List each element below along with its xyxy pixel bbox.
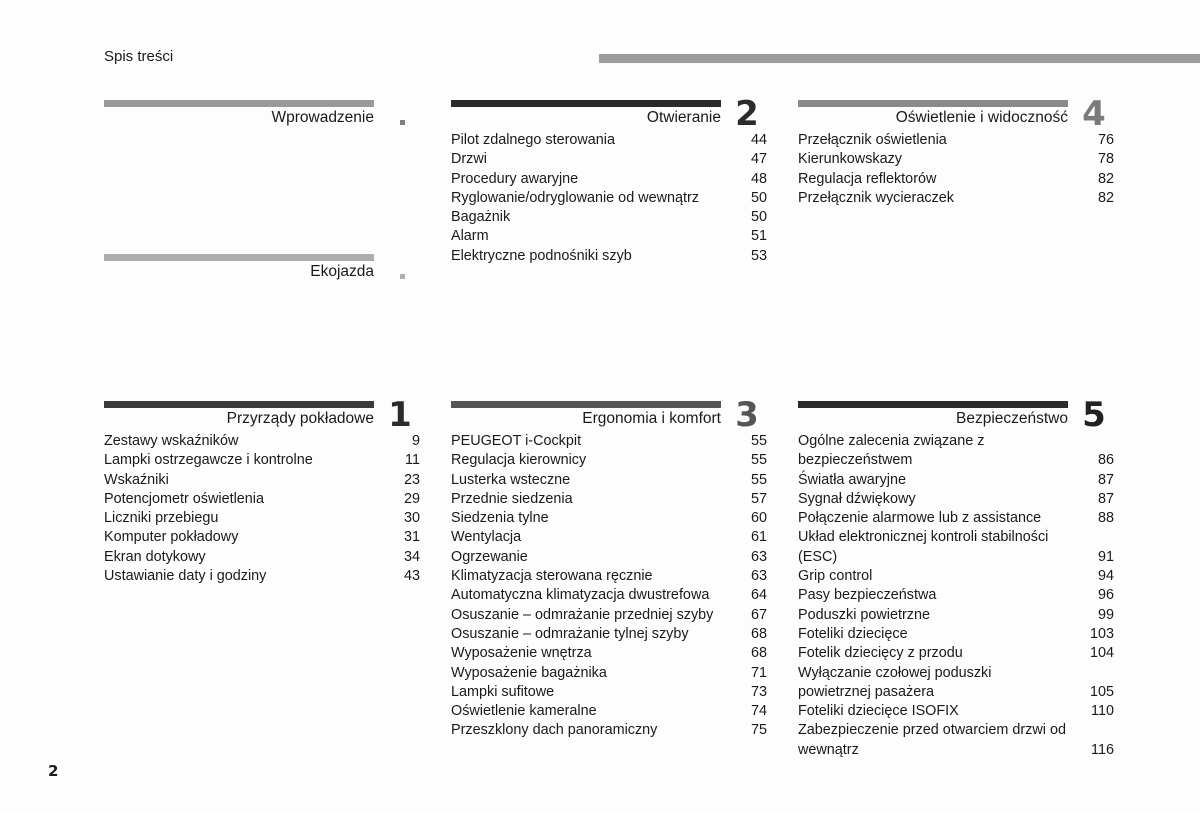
section-title[interactable]: Oświetlenie i widoczność	[895, 109, 1068, 126]
toc-entry-page: 63	[750, 568, 767, 585]
toc-entry-label: Procedury awaryjne	[451, 170, 579, 187]
toc-entry[interactable]	[451, 208, 767, 227]
toc-entry[interactable]	[104, 451, 420, 470]
toc-entry[interactable]	[451, 721, 767, 740]
toc-entry-page: 87	[1097, 471, 1114, 488]
toc-entry-label: Potencjometr oświetlenia	[104, 490, 264, 507]
section-title[interactable]: Ekojazda	[310, 263, 374, 280]
toc-entry[interactable]	[798, 644, 1114, 663]
toc-entry-page: 87	[1097, 490, 1114, 507]
toc-entry-page: 99	[1097, 606, 1114, 623]
section-marker	[400, 274, 405, 279]
toc-entry-label: Klimatyzacja sterowana ręcznie	[451, 568, 653, 585]
toc-entry-label: Ryglowanie/odryglowanie od wewnątrz	[451, 189, 699, 206]
section-title[interactable]: Ergonomia i komfort	[582, 410, 721, 427]
toc-entry-label: Liczniki przebiegu	[104, 510, 219, 527]
toc-entry[interactable]	[798, 606, 1114, 625]
toc-entry-page: 94	[1097, 568, 1114, 585]
section-4	[798, 94, 1114, 220]
toc-entry[interactable]	[451, 189, 767, 208]
toc-entry[interactable]	[451, 702, 767, 721]
toc-entry[interactable]	[451, 432, 767, 451]
toc-entry-page: 55	[750, 433, 767, 449]
toc-entry-label: Wskaźniki	[104, 471, 169, 488]
toc-entry-label: Siedzenia tylne	[451, 510, 549, 527]
toc-entry-label: Lampki ostrzegawcze i kontrolne	[104, 452, 313, 469]
toc-entry-label: Foteliki dziecięce ISOFIX	[798, 703, 959, 720]
toc-entry-label: Oświetlenie kameralne	[451, 703, 597, 720]
toc-entry-page: 67	[750, 606, 767, 623]
toc-entry[interactable]	[451, 567, 767, 586]
toc-entry-page: 48	[750, 170, 767, 187]
toc-entry[interactable]	[798, 586, 1114, 605]
toc-entry[interactable]	[104, 548, 420, 567]
toc-entry-label: PEUGEOT i-Cockpit	[451, 433, 582, 449]
section-bar	[451, 100, 721, 107]
section-title[interactable]: Bezpieczeństwo	[955, 410, 1068, 427]
toc-entry-page: 74	[750, 703, 767, 720]
toc-entry[interactable]	[451, 170, 767, 189]
toc-entry[interactable]	[104, 490, 420, 509]
toc-entry-page: 43	[403, 568, 420, 585]
toc-entry[interactable]	[798, 528, 1114, 567]
toc-entry[interactable]	[798, 131, 1114, 150]
toc-entry-label: Komputer pokładowy	[104, 529, 239, 546]
toc-entry[interactable]	[451, 606, 767, 625]
toc-entry-page: 104	[1089, 645, 1114, 662]
toc-entry[interactable]	[451, 451, 767, 470]
toc-entry-page: 71	[750, 664, 767, 681]
toc-entry[interactable]	[798, 189, 1114, 208]
toc-entry-page: 73	[750, 683, 767, 700]
toc-entry[interactable]	[451, 509, 767, 528]
toc-entry[interactable]	[798, 509, 1114, 528]
toc-entry[interactable]	[451, 490, 767, 509]
toc-list	[798, 432, 1114, 760]
toc-entry[interactable]	[451, 683, 767, 702]
section-bar	[798, 100, 1068, 107]
toc-entry[interactable]	[451, 664, 767, 683]
section-number: 1	[388, 395, 412, 435]
toc-entry-label: Regulacja reflektorów	[798, 170, 937, 187]
section-bar	[104, 100, 374, 107]
toc-list	[798, 131, 1114, 208]
toc-entry-label: Kierunkowskazy	[798, 151, 902, 168]
section-bar	[104, 401, 374, 408]
toc-entry-label: Drzwi	[451, 151, 487, 168]
toc-entry-label: Ogólne zalecenia związane z bezpieczeństwem	[798, 433, 985, 469]
toc-entry-page: 103	[1089, 625, 1114, 642]
toc-list	[451, 432, 767, 741]
toc-entry-page: 55	[750, 452, 767, 469]
section-number: 3	[735, 395, 759, 435]
toc-entry[interactable]	[798, 471, 1114, 490]
toc-entry-label: Wyposażenie wnętrza	[451, 645, 592, 662]
toc-entry-label: Światła awaryjne	[798, 471, 906, 488]
toc-entry[interactable]	[451, 131, 767, 150]
section-2	[451, 94, 767, 280]
toc-entry[interactable]	[798, 490, 1114, 509]
toc-entry-page: 11	[405, 452, 420, 469]
toc-entry-label: Poduszki powietrzne	[798, 606, 930, 623]
toc-entry-page: 91	[1097, 548, 1114, 565]
toc-entry[interactable]	[104, 528, 420, 547]
toc-entry-label: Przeszklony dach panoramiczny	[451, 722, 658, 739]
toc-entry[interactable]	[798, 432, 1114, 471]
toc-entry-label: Sygnał dźwiękowy	[798, 490, 916, 507]
toc-entry-page: 68	[750, 645, 767, 662]
section-number: 5	[1082, 395, 1106, 435]
toc-entry-page: 50	[750, 189, 767, 206]
section-ekojazda	[104, 254, 420, 294]
toc-entry[interactable]	[104, 509, 420, 528]
toc-entry-page: 44	[750, 132, 767, 148]
toc-entry-label: Układ elektronicznej kontroli stabilności (ESC)	[798, 529, 1049, 565]
toc-entry-label: Osuszanie – odmrażanie tylnej szyby	[451, 625, 689, 642]
toc-entry[interactable]	[104, 567, 420, 586]
toc-entry-page: 61	[750, 529, 767, 546]
toc-entry-label: Wyposażenie bagażnika	[451, 664, 607, 681]
toc-entry[interactable]	[798, 625, 1114, 644]
toc-entry-label: Zabezpieczenie przed otwarciem drzwi od wewnątrz	[798, 722, 1066, 758]
toc-entry-page: 64	[750, 587, 767, 604]
toc-entry-page: 30	[403, 510, 420, 527]
toc-entry[interactable]	[798, 721, 1114, 760]
toc-entry[interactable]	[451, 150, 767, 169]
toc-entry-page: 57	[750, 490, 767, 507]
section-bar	[451, 401, 721, 408]
toc-entry-label: Pilot zdalnego sterowania	[451, 132, 615, 148]
toc-entry-label: Elektryczne podnośniki szyb	[451, 247, 632, 264]
toc-entry-label: Foteliki dziecięce	[798, 625, 908, 642]
toc-entry-page: 9	[411, 433, 420, 449]
section-number: 4	[1082, 94, 1106, 134]
header-bar	[599, 54, 1200, 63]
toc-entry-label: Grip control	[798, 568, 873, 585]
toc-entry-page: 86	[1097, 452, 1114, 469]
section-title[interactable]: Otwieranie	[646, 109, 721, 126]
toc-entry[interactable]	[798, 170, 1114, 189]
toc-entry-page: 34	[403, 548, 420, 565]
toc-entry-page: 23	[403, 471, 420, 488]
toc-entry-page: 50	[750, 209, 767, 226]
toc-entry[interactable]	[798, 664, 1114, 703]
toc-entry-label: Przednie siedzenia	[451, 490, 573, 507]
toc-entry-label: Osuszanie – odmrażanie przedniej szyby	[451, 606, 714, 623]
toc-entry-label: Połączenie alarmowe lub z assistance	[798, 510, 1042, 527]
toc-entry-page: 47	[750, 151, 767, 168]
toc-entry-page: 96	[1097, 587, 1114, 604]
section-3	[451, 395, 767, 751]
section-bar	[104, 254, 374, 261]
toc-entry[interactable]	[451, 644, 767, 663]
toc-entry-page: 51	[750, 228, 767, 245]
toc-entry-page: 88	[1097, 510, 1114, 527]
toc-entry[interactable]	[451, 548, 767, 567]
section-5	[798, 395, 1114, 758]
toc-entry-page: 55	[750, 471, 767, 488]
toc-entry[interactable]	[798, 567, 1114, 586]
page-header-title: Spis treści	[104, 48, 174, 65]
toc-entry[interactable]	[798, 150, 1114, 169]
toc-entry-page: 63	[750, 548, 767, 565]
toc-entry-page: 82	[1097, 189, 1114, 206]
toc-entry[interactable]	[451, 528, 767, 547]
toc-entry-label: Alarm	[451, 228, 489, 245]
toc-entry-label: Fotelik dziecięcy z przodu	[798, 645, 963, 662]
toc-entry-page: 75	[750, 722, 767, 739]
toc-entry-page: 110	[1091, 703, 1114, 720]
toc-entry-label: Ekran dotykowy	[104, 548, 206, 565]
toc-entry[interactable]	[451, 247, 767, 266]
toc-entry-label: Przełącznik wycieraczek	[798, 189, 954, 206]
toc-entry-label: Regulacja kierownicy	[451, 452, 587, 469]
toc-entry-page: 78	[1097, 151, 1114, 168]
toc-entry-page: 82	[1097, 170, 1114, 187]
toc-entry-label: Pasy bezpieczeństwa	[798, 587, 937, 604]
toc-entry-label: Lusterka wsteczne	[451, 471, 571, 488]
page-number: 2	[48, 762, 59, 780]
toc-entry-label: Lampki sufitowe	[451, 683, 555, 700]
toc-entry-label: Przełącznik oświetlenia	[798, 132, 947, 148]
toc-entry[interactable]	[451, 471, 767, 490]
section-number: 2	[735, 94, 759, 134]
toc-list	[451, 131, 767, 266]
toc-entry-label: Zestawy wskaźników	[104, 433, 239, 449]
toc-entry-label: Automatyczna klimatyzacja dwustrefowa	[451, 587, 710, 604]
toc-entry-page: 68	[750, 625, 767, 642]
section-1	[104, 395, 420, 601]
toc-entry-label: Wyłączanie czołowej poduszki powietrznej pasażera	[798, 664, 992, 700]
toc-entry-page: 31	[403, 529, 420, 546]
section-bar	[798, 401, 1068, 408]
toc-entry-page: 116	[1091, 741, 1114, 758]
toc-entry[interactable]	[104, 432, 420, 451]
toc-entry-label: Ogrzewanie	[451, 548, 528, 565]
toc-entry-page: 60	[750, 510, 767, 527]
toc-entry[interactable]	[451, 586, 767, 605]
section-title[interactable]: Przyrządy pokładowe	[226, 410, 374, 427]
section-wprowadzenie	[104, 100, 420, 140]
toc-entry-page: 76	[1097, 132, 1114, 148]
section-marker	[400, 120, 405, 125]
toc-entry-label: Bagażnik	[451, 209, 511, 226]
section-title[interactable]: Wprowadzenie	[271, 109, 374, 126]
toc-list	[104, 432, 420, 586]
toc-entry-page: 53	[750, 247, 767, 264]
toc-entry[interactable]	[104, 471, 420, 490]
toc-entry-page: 105	[1089, 683, 1114, 700]
toc-entry[interactable]	[451, 625, 767, 644]
toc-entry-label: Wentylacja	[451, 529, 522, 546]
toc-entry-page: 29	[403, 490, 420, 507]
toc-entry[interactable]	[798, 702, 1114, 721]
toc-entry[interactable]	[451, 227, 767, 246]
toc-entry-label: Ustawianie daty i godziny	[104, 568, 267, 585]
